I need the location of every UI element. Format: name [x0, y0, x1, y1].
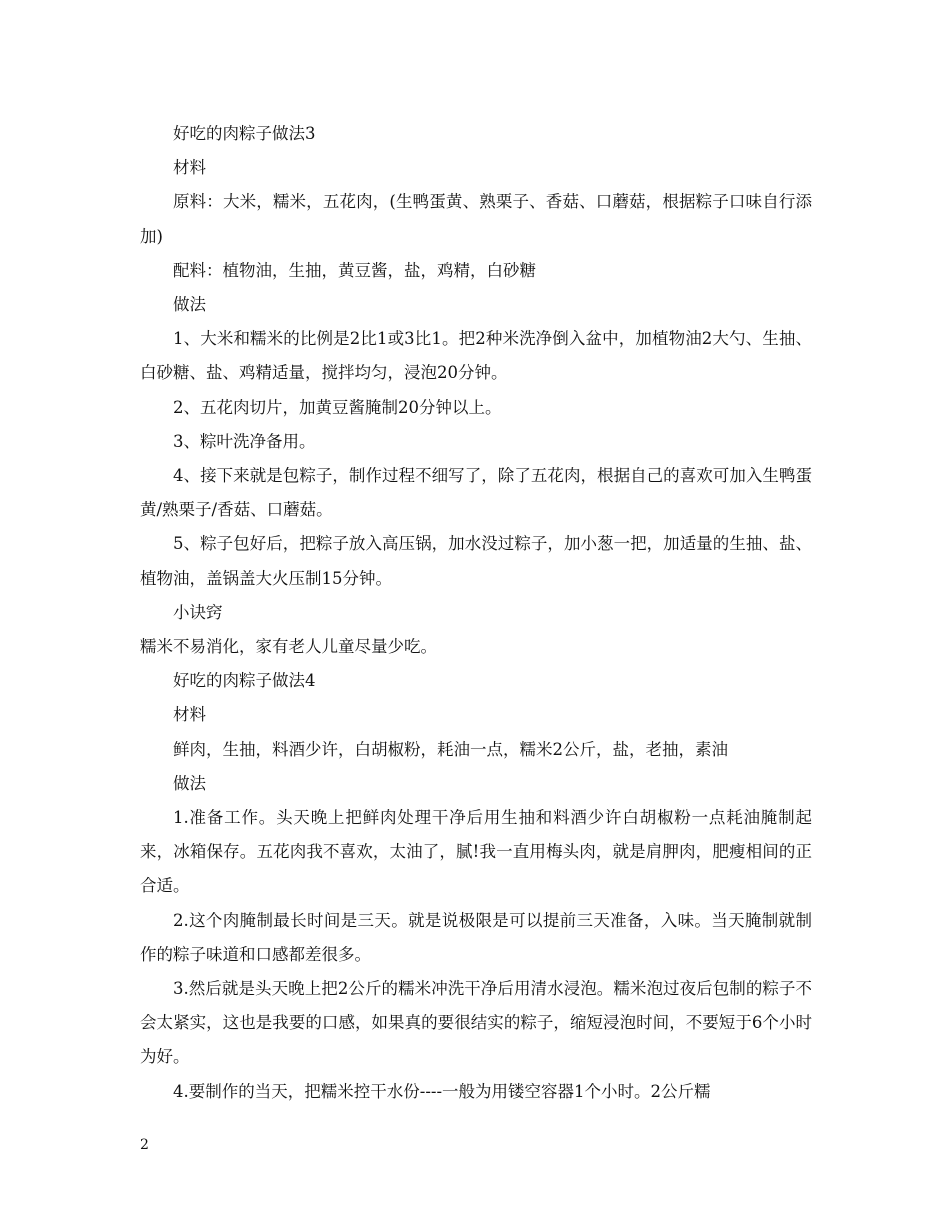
section-heading: 好吃的肉粽子做法4 — [173, 671, 316, 691]
subheading-materials: 材料 — [173, 705, 206, 725]
paragraph: 配料：植物油，生抽，黄豆酱，盐，鸡精，白砂糖 — [173, 260, 536, 280]
paragraph: 1、大米和糯米的比例是2比1或3比1。把2种米洗净倒入盆中，加植物油2大勺、生抽、白砂糖、盐、鸡精适量，搅拌均匀，浸泡20分钟。 — [140, 329, 812, 383]
paragraph: 4.要制作的当天，把糯米控干水份----一般为用镂空容器1个小时。2公斤糯 — [173, 1081, 711, 1101]
subheading-tips: 小诀窍 — [173, 602, 223, 622]
paragraph: 3.然后就是头天晚上把2公斤的糯米冲洗干净后用清水浸泡。糯米泡过夜后包制的粽子不会太紧实，这也是我要的口感，如果真的要很结实的粽子，缩短浸泡时间，不要短于6个小时为好。 — [140, 979, 812, 1067]
paragraph: 糯米不易消化，家有老人儿童尽量少吃。 — [140, 637, 437, 657]
subheading-materials: 材料 — [173, 158, 206, 178]
paragraph: 3、粽叶洗净备用。 — [173, 431, 316, 451]
section-heading: 好吃的肉粽子做法3 — [173, 124, 316, 143]
paragraph: 1.准备工作。头天晚上把鲜肉处理干净后用生抽和料酒少许白胡椒粉一点耗油腌制起来，冰箱保存。五花肉我不喜欢，太油了，腻!我一直用梅头肉，就是肩胛肉，肥瘦相间的正合适。 — [140, 808, 812, 896]
page-number: 2 — [140, 1137, 149, 1153]
paragraph: 2、五花肉切片，加黄豆酱腌制20分钟以上。 — [173, 397, 502, 417]
subheading-method: 做法 — [173, 773, 206, 793]
paragraph: 4、接下来就是包粽子，制作过程不细写了，除了五花肉，根据自己的喜欢可加入生鸭蛋黄/熟栗子/香菇、口蘑菇。 — [140, 466, 812, 520]
document-body — [140, 117, 812, 1109]
paragraph: 2.这个肉腌制最长时间是三天。就是说极限是可以提前三天准备，入味。当天腌制就制作的粽子味道和口感都差很多。 — [140, 910, 812, 964]
subheading-method: 做法 — [173, 295, 206, 315]
paragraph: 鲜肉，生抽，料酒少许，白胡椒粉，耗油一点，糯米2公斤，盐，老抽，素油 — [173, 739, 728, 759]
paragraph: 5、粽子包好后，把粽子放入高压锅，加水没过粽子，加小葱一把，加适量的生抽、盐、植物油，盖锅盖大火压制15分钟。 — [140, 534, 812, 588]
paragraph: 原料：大米，糯米，五花肉，(生鸭蛋黄、熟栗子、香菇、口蘑菇，根据粽子口味自行添加) — [140, 192, 812, 246]
